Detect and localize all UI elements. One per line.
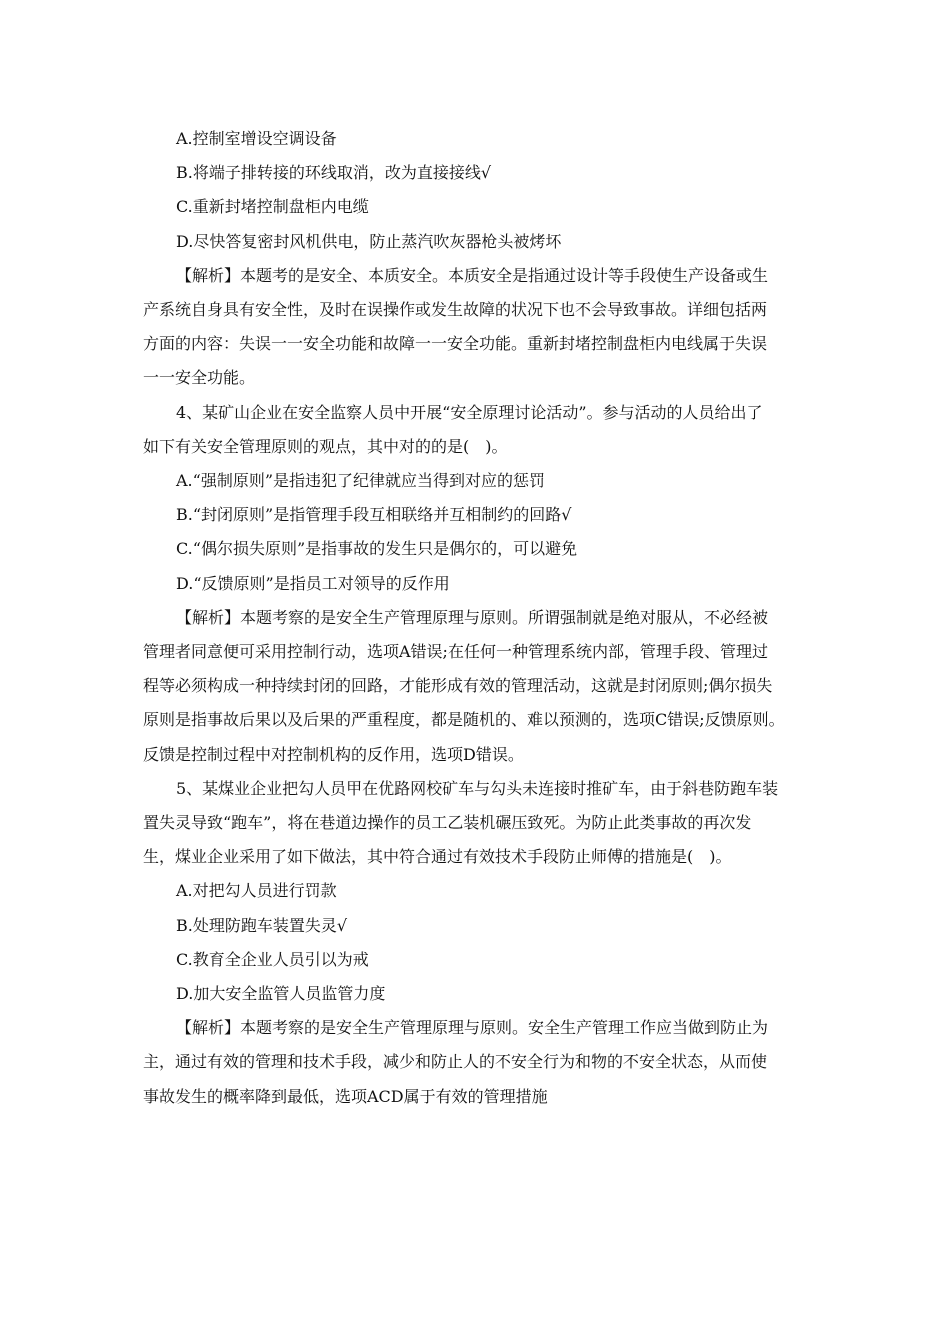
q5-option-a: A.对把勾人员进行罚款 (176, 881, 337, 901)
q4-analysis-line: 管理者同意便可采用控制行动，选项A错误;在任何一种管理系统内部，管理手段、管理过 (143, 642, 768, 662)
q4-stem (143, 396, 823, 464)
q4-analysis-line: 原则是指事故后果以及后果的严重程度，都是随机的、难以预测的，选项C错误;反馈原则。 (143, 710, 785, 730)
q3-analysis-line: 方面的内容：失误一一安全功能和故障一一安全功能。重新封堵控制盘柜内电线属于失误 (143, 334, 768, 354)
q4-option-b: B.“封闭原则”是指管理手段互相联络并互相制约的回路√ (176, 505, 572, 525)
q4-option-a: A.“强制原则”是指违犯了纪律就应当得到对应的惩罚 (176, 471, 546, 491)
q3-analysis-line: 【解析】本题考的是安全、本质安全。本质安全是指通过设计等手段使生产设备或生 (176, 265, 769, 285)
q3-analysis-line: 产系统自身具有安全性，及时在误操作或发生故障的状况下也不会导致事故。详细包括两 (143, 300, 768, 320)
q5-analysis-line: 主，通过有效的管理和技术手段，减少和防止人的不安全行为和物的不安全状态，从而使 (143, 1052, 768, 1072)
q5-stem-line: 5、某煤业企业把勾人员甲在优路网校矿车与勾头未连接时推矿车，由于斜巷防跑车装 (176, 778, 779, 798)
q4-analysis (143, 601, 833, 772)
q3-analysis (143, 259, 823, 396)
q5-option-b: B.处理防跑车装置失灵√ (176, 915, 348, 935)
q4-analysis-line: 程等必须构成一种持续封闭的回路，才能形成有效的管理活动，这就是封闭原则;偶尔损失 (143, 676, 773, 696)
q5-stem-line: 置失灵导致“跑车”，将在巷道边操作的员工乙装机碾压致死。为防止此类事故的再次发 (143, 813, 752, 833)
q4-analysis-line: 【解析】本题考察的是安全生产管理原理与原则。所谓强制就是绝对服从，不必经被 (176, 607, 769, 627)
q4-option-d: D.“反馈原则”是指员工对领导的反作用 (176, 573, 450, 593)
document-body (143, 122, 823, 1114)
q3-option-a: A.控制室增设空调设备 (176, 129, 337, 148)
q5-analysis-line: 【解析】本题考察的是安全生产管理原理与原则。安全生产管理工作应当做到防止为 (176, 1018, 769, 1038)
q4-analysis-line: 反馈是控制过程中对控制机构的反作用，选项D错误。 (143, 744, 524, 764)
q5-option-c: C.教育全企业人员引以为戒 (176, 949, 369, 969)
q4-stem-line: 4、某矿山企业在安全监察人员中开展“安全原理讨论活动”。参与活动的人员给出了 (176, 402, 763, 422)
q5-stem-line: 生，煤业企业采用了如下做法，其中符合通过有效技术手段防止师傅的措施是( )。 (143, 847, 732, 867)
q3-option-b: B.将端子排转接的环线取消，改为直接接线√ (176, 163, 492, 183)
q5-option-d: D.加大安全监管人员监管力度 (176, 984, 386, 1004)
q5-stem (143, 772, 823, 875)
q3-analysis-line: 一一安全功能。 (143, 368, 256, 388)
q3-option-d: D.尽快答复密封风机供电，防止蒸汽吹灰器枪头被烤坏 (176, 231, 562, 251)
q5-analysis (143, 1011, 823, 1114)
q3-option-c: C.重新封堵控制盘柜内电缆 (176, 197, 369, 217)
q4-option-c: C.“偶尔损失原则”是指事故的发生只是偶尔的，可以避免 (176, 539, 578, 559)
q5-analysis-line: 事故发生的概率降到最低，选项ACD属于有效的管理措施 (143, 1086, 548, 1106)
q4-stem-line: 如下有关安全管理原则的观点，其中对的的是( )。 (143, 436, 508, 456)
